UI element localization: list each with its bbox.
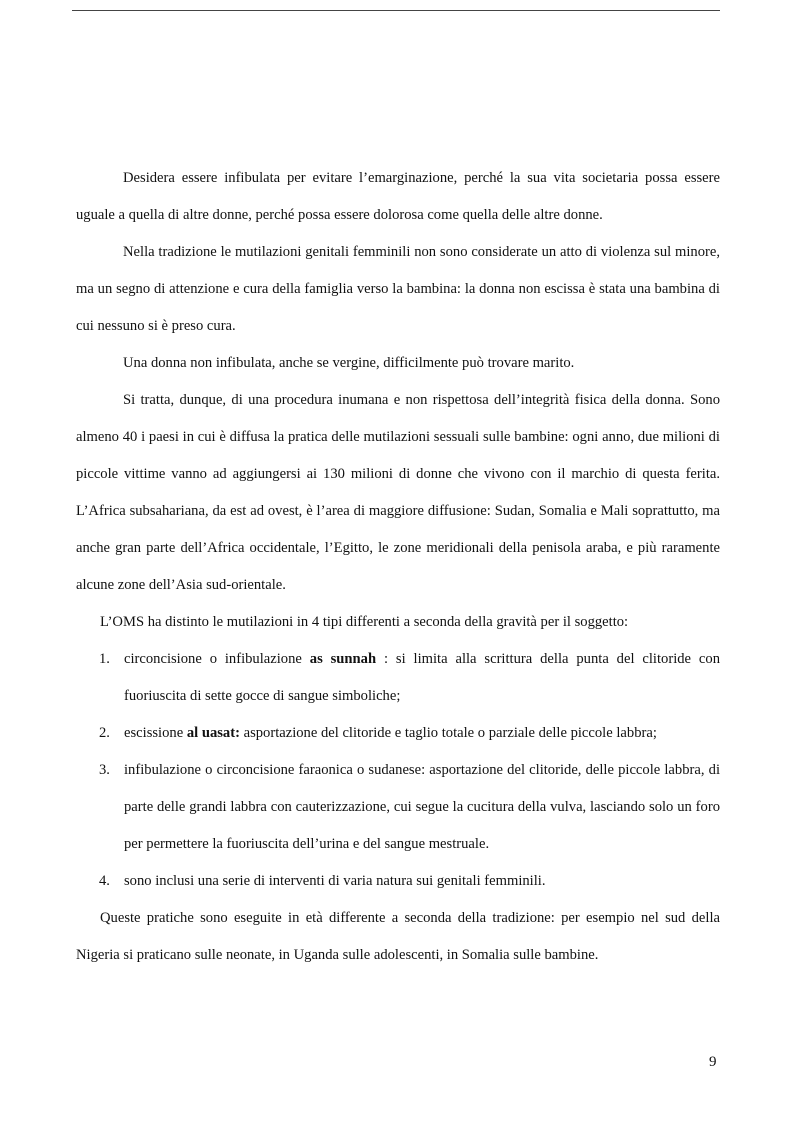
paragraph-eta: Queste pratiche sono eseguite in età differente a seconda della tradizione: per esempio nel sud della Nigeria si praticano sulle neonate, in Uganda sulle adolescenti, in Somalia sulle bambine. <box>76 910 720 963</box>
paragraph-emarginazione: Desidera essere infibulata per evitare l’emarginazione, perché la sua vita societaria possa essere uguale a quella di altre donne, perché possa essere dolorosa come quella delle altre donne. <box>76 170 720 223</box>
list-text: circoncisione o infibulazione <box>124 651 310 667</box>
page-number: 9 <box>709 1054 717 1070</box>
list-item <box>76 641 720 715</box>
page-body <box>76 160 720 974</box>
list-item <box>76 752 720 863</box>
list-text: asportazione del clitoride e taglio totale o parziale delle piccole labbra; <box>239 725 657 741</box>
paragraph-oms-intro: L’OMS ha distinto le mutilazioni in 4 tipi differenti a seconda della gravità per il soggetto: <box>100 614 629 630</box>
paragraph-tradizione: Nella tradizione le mutilazioni genitali femminili non sono considerate un atto di violenza sul minore, ma un segno di attenzione e cura della famiglia verso la bambina: la donna non escissa è stata una bambina di cui nessuno si è preso cura. <box>76 244 720 334</box>
list-term: al uasat: <box>186 725 240 741</box>
list-number: 1. <box>99 651 110 667</box>
mutilation-types-list <box>76 641 720 900</box>
list-item <box>76 863 720 900</box>
list-term: as sunnah <box>309 651 377 667</box>
list-text: : si limita alla scrittura della punta del clitoride con fuoriuscita di sette gocce di sangue simboliche; <box>124 651 720 704</box>
list-text: sono inclusi una serie di interventi di varia natura sui genitali femminili. <box>124 873 546 889</box>
list-number: 4. <box>99 873 110 889</box>
list-number: 2. <box>99 725 110 741</box>
header-rule <box>72 10 720 11</box>
list-number: 3. <box>99 762 110 778</box>
list-text: infibulazione o circoncisione faraonica o sudanese: asportazione del clitoride, delle piccole labbra, di parte delle grandi labbra con cauterizzazione, cui segue la cucitura della vulva, lasciando solo un foro per permettere la fuoriuscita dell’urina e del sangue mestruale. <box>124 762 720 852</box>
paragraph-marito: Una donna non infibulata, anche se vergine, difficilmente può trovare marito. <box>123 355 575 371</box>
list-item <box>76 715 720 752</box>
list-text: escissione <box>124 725 187 741</box>
paragraph-diffusione: Si tratta, dunque, di una procedura inumana e non rispettosa dell’integrità fisica della donna. Sono almeno 40 i paesi in cui è diffusa la pratica delle mutilazioni sessuali sulle bambine: ogni anno, due milioni di piccole vittime vanno ad aggiungersi ai 130 milioni di donne che vivono con il marchio di questa ferita. L’Africa subsahariana, da est ad ovest, è l’area di maggiore diffusione: Sudan, Somalia e Mali soprattutto, ma anche gran parte dell’Africa occidentale, l’Egitto, le zone meridionali della penisola araba, e più raramente alcune zone dell’Asia sud-orientale. <box>76 392 720 593</box>
